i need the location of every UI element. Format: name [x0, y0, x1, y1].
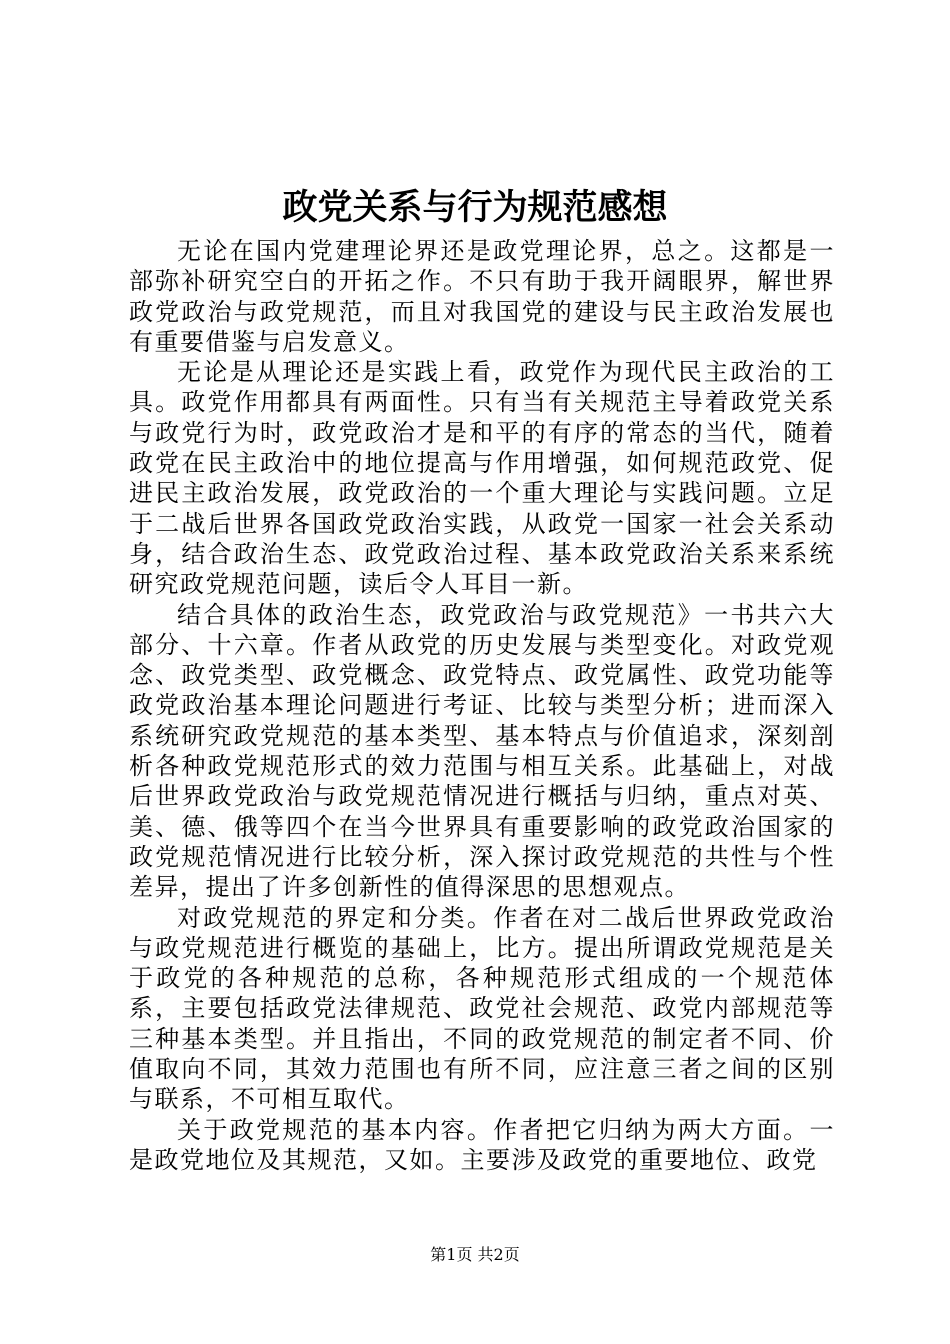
page-number-footer: 第1页 共2页	[430, 1245, 520, 1264]
paragraph-4: 对政党规范的界定和分类。作者在对二战后世界政党政治与政党规范进行概览的基础上，比方。提出所谓政党规范是关于政党的各种规范的总称，各种规范形式组成的一个规范体系，主要包括政党法律规范、政党社会规范、政党内部规范等三种基本类型。并且指出，不同的政党规范的制定者不同、价值取向不同，其效力范围也有所不同，应注意三者之间的区别与联系，不可相互取代。	[129, 903, 835, 1114]
document-body	[129, 236, 835, 1175]
paragraph-5: 关于政党规范的基本内容。作者把它归纳为两大方面。一是政党地位及其规范，又如。主要涉及政党的重要地位、政党	[129, 1115, 835, 1174]
paragraph-2: 无论是从理论还是实践上看，政党作为现代民主政治的工具。政党作用都具有两面性。只有当有关规范主导着政党关系与政党行为时，政党政治才是和平的有序的常态的当代，随着政党在民主政治中的地位提高与作用增强，如何规范政党、促进民主政治发展，政党政治的一个重大理论与实践问题。立足于二战后世界各国政党政治实践，从政党一国家一社会关系动身，结合政治生态、政党政治过程、基本政党政治关系来系统研究政党规范问题，读后令人耳目一新。	[129, 358, 835, 599]
paragraph-1: 无论在国内党建理论界还是政党理论界，总之。这都是一部弥补研究空白的开拓之作。不只有助于我开阔眼界，解世界政党政治与政党规范，而且对我国党的建设与民主政治发展也有重要借鉴与启发意义。	[129, 237, 835, 356]
paragraph-3: 结合具体的政治生态，政党政治与政党规范》一书共六大部分、十六章。作者从政党的历史发展与类型变化。对政党观念、政党类型、政党概念、政党特点、政党属性、政党功能等政党政治基本理论问题进行考证、比较与类型分析；进而深入系统研究政党规范的基本类型、基本特点与价值追求，深刻剖析各种政党规范形式的效力范围与相互关系。此基础上，对战后世界政党政治与政党规范情况进行概括与归纳，重点对英、美、德、俄等四个在当今世界具有重要影响的政党政治国家的政党规范情况进行比较分析，深入探讨政党规范的共性与个性差异，提出了许多创新性的值得深思的思想观点。	[129, 600, 835, 902]
document-title: 政党关系与行为规范感想	[282, 187, 668, 228]
